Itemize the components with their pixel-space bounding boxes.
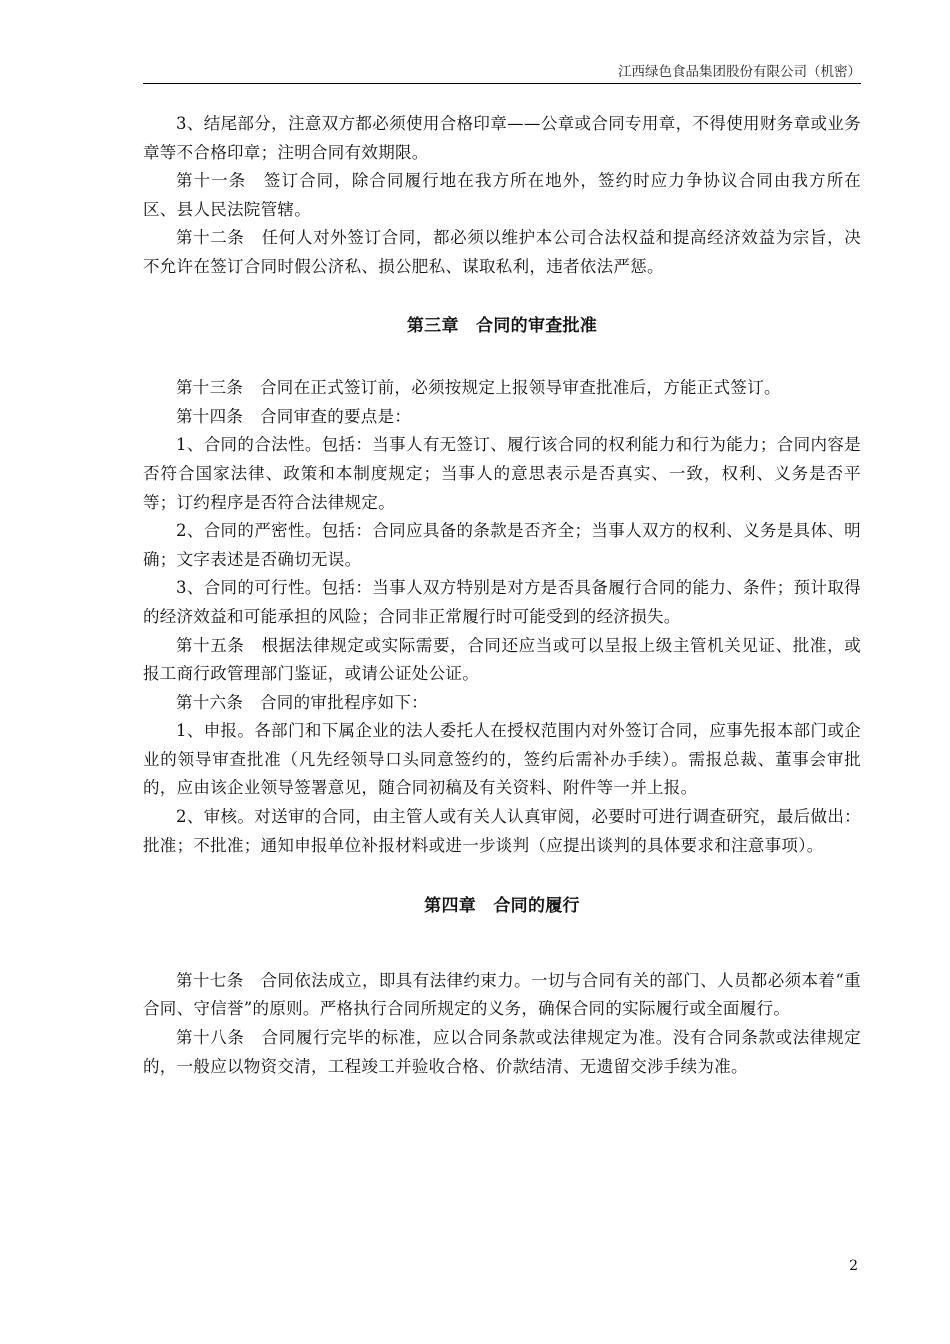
paragraph: 第十七条 合同依法成立，即具有法律约束力。一切与合同有关的部门、人员都必须本着“重合同、守信誉”的原则。严格执行合同所规定的义务，确保合同的实际履行或全面履行。 xyxy=(143,970,861,1019)
paragraph: 第十三条 合同在正式签订前，必须按规定上报领导审查批准后，方能正式签订。 xyxy=(176,378,781,398)
page-header: 江西绿色食品集团股份有限公司（机密） xyxy=(143,60,861,84)
page-number: 2 xyxy=(849,1258,858,1274)
paragraph: 1、合同的合法性。包括：当事人有无签订、履行该合同的权利能力和行为能力；合同内容是否符合国家法律、政策和本制度规定；当事人的意思表示是否真实、一致，权利、义务是否平等；订约程序是否符合法律规定。 xyxy=(143,435,861,512)
paragraph: 3、合同的可行性。包括：当事人双方特别是对方是否具备履行合同的能力、条件；预计取得的经济效益和可能承担的风险；合同非正常履行时可能受到的经济损失。 xyxy=(143,578,861,626)
paragraph: 2、合同的严密性。包括：合同应具备的条款是否齐全；当事人双方的权利、义务是具体、明确；文字表述是否确切无误。 xyxy=(143,521,861,569)
paragraph: 第十二条 任何人对外签订合同，都必须以维护本公司合法权益和提高经济效益为宗旨，决不允许在签订合同时假公济私、损公肥私、谋取私利，违者依法严惩。 xyxy=(143,228,861,276)
chapter-title: 第三章 合同的审查批准 xyxy=(406,315,598,336)
paragraph: 第十五条 根据法律规定或实际需要，合同还应当或可以呈报上级主管机关见证、批准，或报工商行政管理部门鉴证，或请公证处公证。 xyxy=(143,635,861,684)
paragraph: 3、结尾部分，注意双方都必须使用合格印章——公章或合同专用章，不得使用财务章或业务章等不合格印章；注明合同有效期限。 xyxy=(143,114,861,162)
paragraph: 第十一条 签订合同，除合同履行地在我方所在地外，签约时应力争协议合同由我方所在区、县人民法院管辖。 xyxy=(143,171,861,219)
document-body xyxy=(143,110,861,1081)
paragraph: 2、审核。对送审的合同，由主管人或有关人认真审阅，必要时可进行调查研究，最后做出：批准；不批准；通知申报单位补报材料或进一步谈判（应提出谈判的具体要求和注意事项）。 xyxy=(143,807,861,855)
paragraph: 第十四条 合同审查的要点是： xyxy=(176,406,412,426)
paragraph: 第十八条 合同履行完毕的标准，应以合同条款或法律规定为准。没有合同条款或法律规定的，一般应以物资交清，工程竣工并验收合格、价款结清、无遗留交涉手续为准。 xyxy=(143,1028,861,1076)
chapter-title: 第四章 合同的履行 xyxy=(424,896,580,917)
paragraph: 第十六条 合同的审批程序如下： xyxy=(176,692,428,712)
paragraph: 1、申报。各部门和下属企业的法人委托人在授权范围内对外签订合同，应事先报本部门或企业的领导审查批准（凡先经领导口头同意签约的，签约后需补办手续）。需报总裁、董事会审批的，应由该企业领导签署意见，随合同初稿及有关资料、附件等一并上报。 xyxy=(143,721,861,798)
